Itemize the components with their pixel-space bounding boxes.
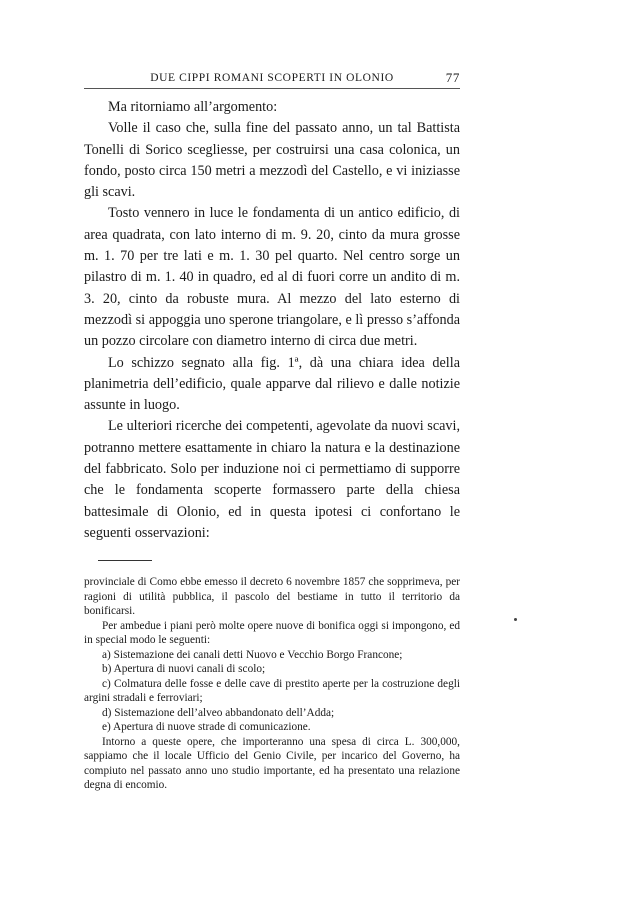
footnote-item: e) Apertura di nuove strade di comunicazione. (102, 721, 311, 734)
footnote-item: a) Sistemazione dei canali detti Nuovo e Vecchio Borgo Francone; (102, 648, 403, 661)
footnote-intro: Per ambedue i piani però molte opere nuove di bonifica oggi si impongono, ed in special modo le seguenti: (84, 619, 460, 647)
footnote-continuation: provinciale di Como ebbe emesso il decreto 6 novembre 1857 che sopprimeva, per ragioni di utilità pubblica, il pascolo del bestiame in tutto il territorio da bonificarsi. (84, 576, 460, 618)
footnote-item: b) Apertura di nuovi canali di scolo; (102, 663, 266, 676)
paragraph: Lo schizzo segnato alla fig. 1ª, dà una chiara idea della planimetria dell’edificio, quale apparve dal rilievo e dalle notizie assunte in luogo. (84, 354, 460, 414)
footnotes (84, 575, 460, 793)
running-title: DUE CIPPI ROMANI SCOPERTI IN OLONIO (150, 72, 394, 84)
footnote-closing: Intorno a queste opere, che importeranno una spesa di circa L. 300,000, sappiamo che il locale Ufficio del Genio Civile, per incarico del Governo, ha compiuto nel passato anno uno studio importante, ed ha presentato una relazione degna di encomio. (84, 735, 460, 792)
footnote-item: c) Colmatura delle fosse e delle cave di prestito aperte per la costruzione degli argini stradali e ferroviari; (84, 677, 460, 705)
body-text (84, 97, 460, 544)
footnote-item: d) Sistemazione dell’alveo abbandonato dell’Adda; (102, 706, 335, 719)
paragraph: Tosto vennero in luce le fondamenta di un antico edificio, di area quadrata, con lato interno di m. 9. 20, cinto da mura grosse m. 1. 70 per tre lati e m. 1. 30 pel quarto. Nel centro sorge un pilastro di m. 1. 40 in quadro, ed al di fuori corre un andito di m. 3. 20, cinto da robuste mura. Al mezzo del lato esterno di mezzodì si appoggia uno sperone triangolare, e lì presso s’affonda un pozzo circolare con diametro interno di circa due metri. (84, 205, 460, 350)
page-number: 77 (445, 70, 460, 85)
page (84, 66, 460, 793)
paragraph: Le ulteriori ricerche dei competenti, agevolate da nuovi scavi, potranno mettere esattamente in chiaro la natura e la destinazione del fabbricato. Solo per induzione noi ci permettiamo di supporre che le fondamenta scoperte formassero parte della chiesa battesimale di Olonio, ed in questa ipotesi ci confortano le seguenti osservazioni: (84, 418, 460, 541)
footnote-divider (98, 560, 152, 561)
ink-speck (514, 618, 517, 621)
paragraph: Ma ritorniamo all’argomento: (108, 99, 278, 115)
paragraph: Volle il caso che, sulla fine del passato anno, un tal Battista Tonelli di Sorico scegliesse, per costruirsi una casa colonica, un fondo, posto circa 150 metri a mezzodì del Castello, e vi iniziasse gli scavi. (84, 120, 460, 201)
running-header (84, 66, 460, 89)
